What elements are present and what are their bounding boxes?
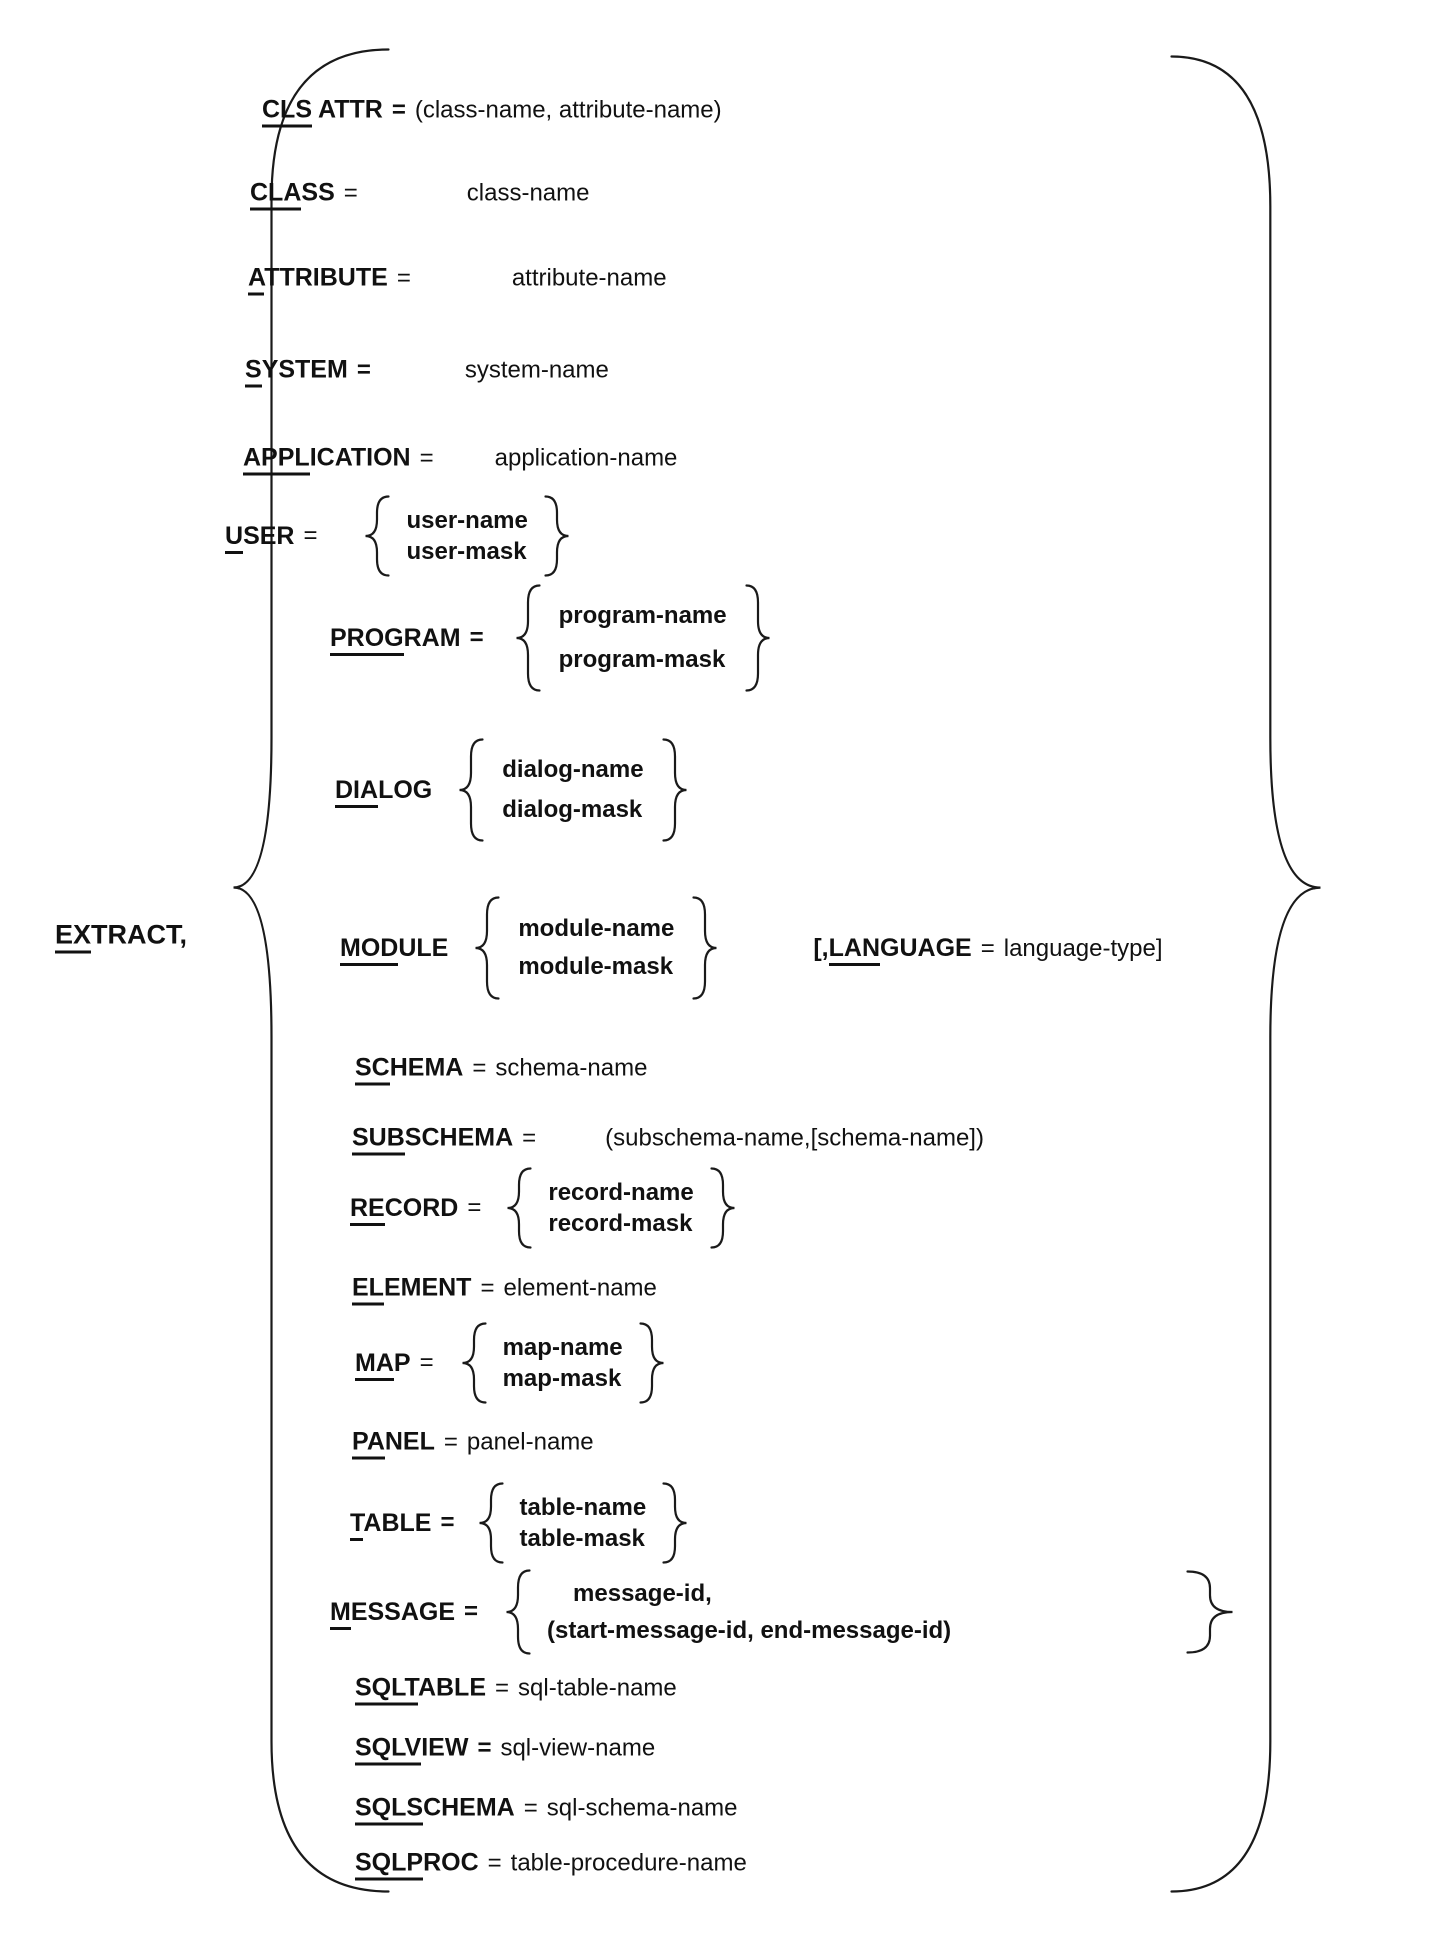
choice-options [541,584,745,692]
syntax-row-dialog [335,738,688,842]
syntax-row-subschema [352,1124,984,1153]
equals-sign: = [472,1054,487,1081]
value-placeholder: class-name [466,179,590,206]
keyword-underlined-prefix: SQLS [355,1794,423,1826]
choice-open-brace [478,1482,504,1564]
keyword-label: SQLVIEW [355,1734,468,1763]
keyword-label: APPLICATION [243,444,411,473]
choice-option: dialog-mask [502,796,643,823]
choice-options [504,1482,663,1564]
choice-open-brace [461,1322,487,1404]
equals-sign: = [980,934,995,962]
keyword-label: MESSAGE [330,1598,455,1627]
keyword-underlined-prefix: LAN [829,934,880,966]
value-placeholder: attribute-name [511,264,667,291]
equals-sign: = [396,264,411,291]
syntax-row-cls-attr [262,96,722,125]
choice-option: user-mask [406,538,527,565]
equals-sign: = [469,624,484,651]
syntax-row-sqlview [355,1734,655,1763]
choice-options [532,1167,709,1249]
value-placeholder: sql-view-name [500,1734,656,1761]
keyword-label: MAP [355,1349,411,1378]
choice-group [478,1482,689,1564]
keyword-underlined-prefix: U [225,522,243,554]
keyword-label: SQLSCHEMA [355,1794,515,1823]
syntax-row-user [225,495,570,577]
choice-open-brace [474,896,500,1000]
syntax-row-sqltable [355,1674,677,1703]
choice-group [364,495,569,577]
keyword-label: LANGUAGE [829,934,972,966]
command-underlined-prefix: EX [55,920,91,954]
choice-option: map-name [502,1334,623,1361]
keyword-label: ELEMENT [352,1274,471,1303]
choice-option: user-name [406,507,528,534]
open-bracket: [, [813,933,829,962]
choice-option: message-id, [573,1580,712,1607]
choice-options [390,495,543,577]
keyword-underlined-prefix: MA [355,1349,394,1381]
syntax-row-sqlschema [355,1794,738,1823]
choice-open-brace [515,584,541,692]
choice-option: record-name [548,1179,694,1206]
keyword-underlined-prefix: S [245,356,262,388]
choice-option: module-name [518,915,675,942]
language-clause [813,934,1162,963]
choice-close-brace [662,738,688,842]
choice-close-brace [662,1482,688,1564]
choice-option: map-mask [502,1365,622,1392]
syntax-row-map [355,1322,665,1404]
keyword-underlined-prefix: PROG [330,624,404,656]
equals-sign: = [391,96,406,123]
choice-option: table-name [519,1494,647,1521]
choice-options [484,738,661,842]
equals-sign: = [467,1194,482,1221]
choice-option: record-mask [548,1210,693,1237]
syntax-row-message [330,1569,967,1655]
keyword-label: SQLPROC [355,1849,479,1878]
choice-close-brace [639,1322,665,1404]
choice-group [515,584,771,692]
command-rest: TRACT, [91,919,188,950]
value-placeholder: (class-name, attribute-name) [414,96,722,123]
keyword-underlined-prefix: SQLP [355,1849,423,1881]
keyword-underlined-prefix: SUB [352,1124,405,1156]
keyword-label: SUBSCHEMA [352,1124,513,1153]
choice-close-brace [544,495,570,577]
syntax-row-schema [355,1054,647,1083]
keyword-label: CLASS [250,179,335,208]
choice-close-brace [710,1167,736,1249]
keyword-underlined-prefix: CLA [250,179,301,211]
equals-sign: = [522,1124,537,1151]
value-placeholder: application-name [494,444,678,471]
equals-sign: = [464,1598,479,1625]
keyword-label: DIALOG [335,776,432,805]
choice-options [531,1569,967,1655]
equals-sign: = [523,1794,538,1821]
choice-open-brace [505,1569,531,1655]
value-placeholder: language-type] [1003,934,1163,962]
keyword-underlined-prefix: SQLT [355,1674,418,1706]
keyword-label: RECORD [350,1194,458,1223]
value-placeholder: element-name [503,1274,657,1301]
syntax-row-attribute [248,264,667,293]
choice-option: module-mask [518,953,674,980]
choice-option: dialog-name [502,756,644,783]
keyword-label: USER [225,522,294,551]
keyword-label: SCHEMA [355,1054,463,1083]
syntax-row-sqlproc [355,1849,747,1878]
syntax-row-class [250,179,589,208]
choice-open-brace [364,495,390,577]
choice-group [461,1322,665,1404]
equals-sign: = [443,1428,458,1455]
keyword-label: ATTRIBUTE [248,264,388,293]
choice-option: table-mask [519,1525,645,1552]
keyword-label: PROGRAM [330,624,461,653]
equals-sign: = [419,444,434,471]
value-placeholder: sql-table-name [518,1674,677,1701]
choice-group [505,1569,967,1655]
equals-sign: = [343,179,358,206]
message-closing-brace [1186,1570,1234,1654]
keyword-underlined-prefix: EL [352,1274,384,1306]
choice-open-brace [458,738,484,842]
syntax-row-application [243,444,677,473]
keyword-underlined-prefix: APPL [243,444,310,476]
syntax-row-panel [352,1428,594,1457]
keyword-underlined-prefix: PA [352,1428,385,1460]
equals-sign: = [356,356,371,383]
syntax-row-element [352,1274,657,1303]
keyword-underlined-prefix: DIA [335,776,378,808]
value-placeholder: (subschema-name,[schema-name]) [605,1124,984,1151]
syntax-row-system [245,356,609,385]
choice-option: program-mask [558,646,726,673]
value-placeholder: schema-name [495,1054,648,1081]
equals-sign: = [477,1734,492,1761]
keyword-underlined-prefix: M [330,1598,351,1630]
keyword-underlined-prefix: T [350,1509,363,1541]
keyword-label: TABLE [350,1509,431,1538]
choice-group [474,896,718,1000]
keyword-underlined-prefix: RE [350,1194,385,1226]
choice-options [500,896,692,1000]
choice-option: program-name [558,602,727,629]
equals-sign: = [487,1849,502,1876]
choice-options [487,1322,639,1404]
value-placeholder: panel-name [466,1428,594,1455]
command-label [55,920,187,951]
syntax-row-module [340,896,1163,1000]
equals-sign: = [419,1349,434,1376]
keyword-label: SQLTABLE [355,1674,486,1703]
keyword-underlined-prefix: CLS [262,96,312,128]
keyword-label: SYSTEM [245,356,348,385]
choice-open-brace [506,1167,532,1249]
equals-sign: = [480,1274,495,1301]
equals-sign: = [495,1674,510,1701]
equals-sign: = [440,1509,455,1536]
keyword-label: MODULE [340,934,448,963]
value-placeholder: system-name [464,356,609,383]
syntax-row-program [330,584,771,692]
choice-group [506,1167,735,1249]
choice-option: (start-message-id, end-message-id) [547,1617,952,1644]
syntax-row-record [350,1167,736,1249]
keyword-underlined-prefix: MOD [340,934,398,966]
keyword-label: PANEL [352,1428,435,1457]
syntax-row-table [350,1482,688,1564]
choice-close-brace [745,584,771,692]
value-placeholder: sql-schema-name [546,1794,738,1821]
value-placeholder: table-procedure-name [510,1849,747,1876]
keyword-underlined-prefix: SC [355,1054,390,1086]
keyword-label: CLS ATTR [262,96,383,125]
keyword-underlined-prefix: A [248,264,264,296]
choice-group [458,738,687,842]
keyword-underlined-prefix: SQLV [355,1734,421,1766]
equals-sign: = [303,522,318,549]
choice-close-brace [692,896,718,1000]
